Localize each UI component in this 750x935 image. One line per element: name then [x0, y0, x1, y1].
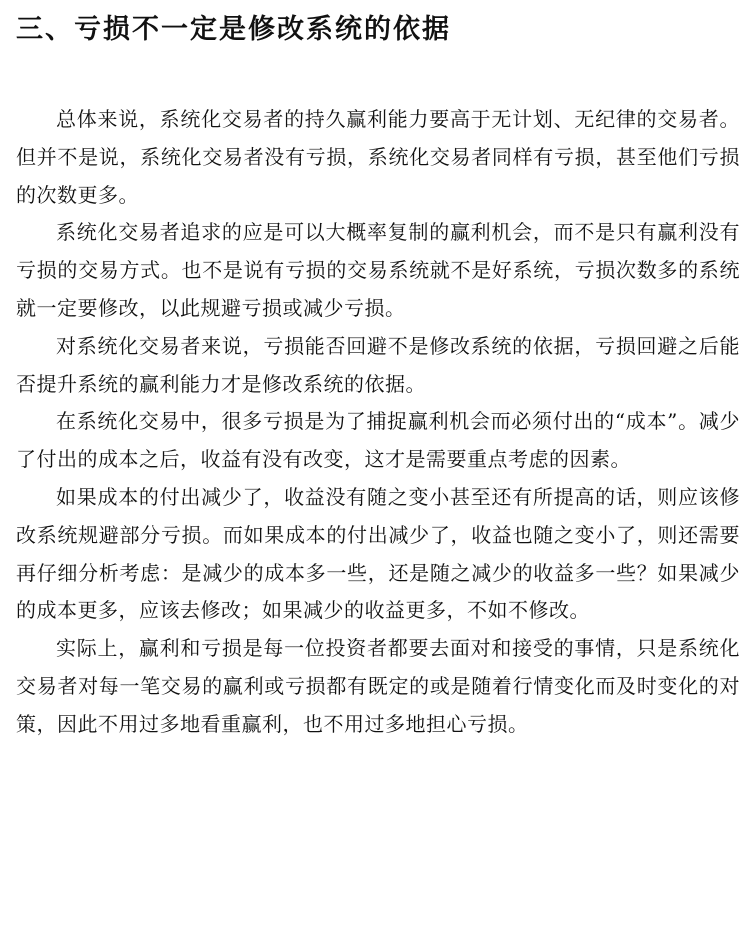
paragraph-3: 对系统化交易者来说，亏损能否回避不是修改系统的依据，亏损回避之后能否提升系统的赢利能力才是修改系统的依据。	[16, 333, 740, 396]
body-text	[16, 101, 740, 744]
paragraph-6: 实际上，赢利和亏损是每一位投资者都要去面对和接受的事情，只是系统化交易者对每一笔交易的赢利或亏损都有既定的或是随着行情变化而及时变化的对策，因此不用过多地看重赢利，也不用过多地担心亏损。	[16, 636, 740, 736]
paragraph-4: 在系统化交易中，很多亏损是为了捕捉赢利机会而必须付出的“成本”。减少了付出的成本之后，收益有没有改变，这才是需要重点考虑的因素。	[16, 409, 740, 472]
section-heading: 三、亏损不一定是修改系统的依据	[16, 14, 451, 45]
paragraph-5: 如果成本的付出减少了，收益没有随之变小甚至还有所提高的话，则应该修改系统规避部分亏损。而如果成本的付出减少了，收益也随之变小了，则还需要再仔细分析考虑：是减少的成本多一些，还是随之减少的收益多一些？如果减少的成本更多，应该去修改；如果减少的收益更多，不如不修改。	[16, 484, 740, 623]
paragraph-2: 系统化交易者追求的应是可以大概率复制的赢利机会，而不是只有赢利没有亏损的交易方式。也不是说有亏损的交易系统就不是好系统，亏损次数多的系统就一定要修改，以此规避亏损或减少亏损。	[16, 220, 740, 320]
paragraph-1: 总体来说，系统化交易者的持久赢利能力要高于无计划、无纪律的交易者。但并不是说，系统化交易者没有亏损，系统化交易者同样有亏损，甚至他们亏损的次数更多。	[16, 107, 740, 207]
